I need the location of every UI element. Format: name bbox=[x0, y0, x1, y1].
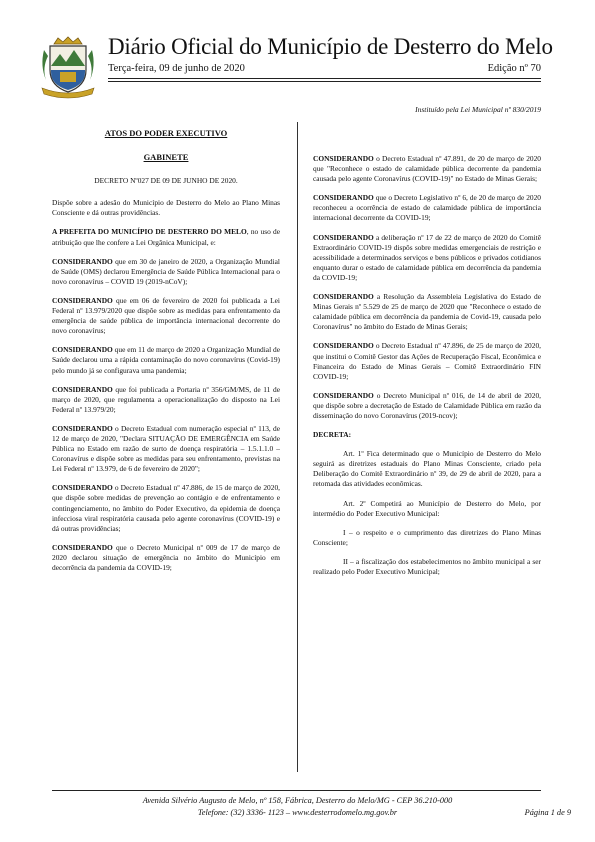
whereas-clause: CONSIDERANDO o Decreto Estadual nº 47.891, de 20 de março de 2020 que "Reconhece o estado de calamidade pública decorrente da pandemia causada pelo agente Coronavírus (COVID-19)" no Estado de Minas Gerais; bbox=[313, 154, 541, 184]
decree-summary: Dispõe sobre a adesão do Município de Desterro do Melo ao Plano Minas Consciente e dá outras providências. bbox=[52, 198, 280, 218]
decreta-label: DECRETA: bbox=[313, 430, 352, 440]
section-subheading: GABINETE bbox=[143, 152, 189, 163]
edition-number: Edição nº 70 bbox=[487, 63, 541, 74]
whereas-clause: CONSIDERANDO que em 06 de fevereiro de 2020 foi publicada a Lei Federal nº 13.979/2020 que dispõe sobre as medidas para enfrentamento da emergência de saúde pública de importância internacional decorrente do novo coronavírus; bbox=[52, 295, 280, 336]
left-column bbox=[52, 128, 280, 582]
decree-title: DECRETO Nº027 DE 09 DE JUNHO DE 2020. bbox=[94, 176, 238, 186]
whereas-clause: CONSIDERANDO que o Decreto Municipal nº 009 de 17 de março de 2020 declarou situação de emergência no âmbito do Município em decorrência da pandemia da COVID-19; bbox=[52, 542, 280, 572]
right-column bbox=[313, 154, 541, 586]
whereas-clause: CONSIDERANDO o Decreto Estadual nº 47.886, de 15 de março de 2020, que dispõe sobre medidas de prevenção ao contágio e de enfrentamento e contingenciamento, no âmbito do Poder Executivo, da epidemia de doença infecciosa viral respiratória causada pelo agente coronavírus (COVID-19) e dá outras providências; bbox=[52, 483, 280, 533]
footer-address: Avenida Silvério Augusto de Melo, nº 158, Fábrica, Desterro do Melo/MG - CEP 36.210-000 bbox=[142, 796, 453, 805]
footer-contact: Telefone: (32) 3336- 1123 – www.desterrodomelo.mg.gov.br bbox=[197, 808, 398, 817]
article-1: Art. 1º Fica determinado que o Município de Desterro do Melo seguirá as diretrizes estaduais do Plano Minas Consciente, criado pela Deliberação do Comitê Extraordinário nº 39, de 29 de abril de 2020, para a retomada das atividades econômicas. bbox=[313, 449, 541, 489]
footer-rule bbox=[52, 790, 541, 791]
section-heading: ATOS DO PODER EXECUTIVO bbox=[104, 128, 228, 138]
municipal-crest-icon bbox=[36, 36, 100, 100]
article-2: Art. 2º Competirá ao Município de Desterro do Melo, por intermédio do Poder Executivo Municipal: bbox=[313, 498, 541, 518]
column-divider bbox=[297, 122, 298, 772]
whereas-clause: CONSIDERANDO que foi publicada a Portaria nº 356/GM/MS, de 11 de março de 2020, que regulamenta a operacionalização do disposto na Lei Federal nº 13.979/20; bbox=[52, 384, 280, 414]
header-rule-bottom bbox=[108, 81, 541, 82]
article-2-item-2: II – a fiscalização dos estabelecimentos no âmbito municipal a ser realizado pelo Poder Executivo Municipal; bbox=[313, 556, 541, 576]
whereas-clause: CONSIDERANDO que em 11 de março de 2020 a Organização Mundial de Saúde declarou uma a rápida contaminação do novo coronavírus (Covid-19) pelo mundo já se configurava uma pandemia; bbox=[52, 345, 280, 375]
whereas-clause: CONSIDERANDO o Decreto Municipal nº 016, de 14 de abril de 2020, que dispõe sobre a decretação de Estado de Calamidade Pública em razão da disseminação do novo Coronavírus (2019-ncov); bbox=[313, 390, 541, 420]
issue-date: Terça-feira, 09 de junho de 2020 bbox=[108, 63, 245, 74]
whereas-clause: CONSIDERANDO o Decreto Estadual nº 47.896, de 25 de março de 2020, que institui o Comitê Gestor das Ações de Recuperação Fiscal, Econômica e Financeira do Estado de Minas Gerais – Comitê Extraordinário FIN COVID-19; bbox=[313, 341, 541, 381]
whereas-clause: CONSIDERANDO a deliberação nº 17 de 22 de março de 2020 do Comitê Extraordinário COVID-19 dispôs sobre medidas emergenciais de restrição e acessibilidade a determinados serviços e bens públicos e privados cotidianos enquanto durar o estado de calamidade pública em decorrência da pandemia da COVID-19; bbox=[313, 232, 541, 282]
page-number: Página 1 de 9 bbox=[524, 808, 571, 817]
whereas-clause: CONSIDERANDO a Resolução da Assembleia Legislativa do Estado de Minas Gerais nº 5.529 de 25 de março de 2020 que "Reconhece o estado de calamidade pública em decorrência da pandemia de Covid-19, causada pelo Coronavírus" no âmbito do Estado de Minas Gerais; bbox=[313, 292, 541, 332]
whereas-clause: CONSIDERANDO o Decreto Estadual com numeração especial nº 113, de 12 de março de 2020, "Declara SITUAÇÃO DE EMERGÊNCIA em Saúde Pública no Estado em razão de surto de doença respiratória – 1.5.1.1.0 – Coronavírus e dispõe sobre as medidas para seu enfrentamento, previstas na Lei Federal nº 13.979, de 6 de fevereiro de 2020"; bbox=[52, 423, 280, 474]
preamble: A PREFEITA DO MUNICÍPIO DE DESTERRO DO MELO, no uso de atribuição que lhe confere a Lei Orgânica Municipal, e: bbox=[52, 227, 280, 247]
header-rule-top bbox=[108, 78, 541, 79]
newspaper-title: Diário Oficial do Município de Desterro do Melo bbox=[108, 34, 553, 59]
article-2-item-1: I – o respeito e o cumprimento das diretrizes do Plano Minas Consciente; bbox=[313, 527, 541, 547]
institution-note: Instituído pela Lei Municipal nº 830/2019 bbox=[415, 105, 541, 114]
whereas-clause: CONSIDERANDO que em 30 de janeiro de 2020, a Organização Mundial de Saúde (OMS) declarou Emergência de Saúde Pública Internacional para o novo coronavírus – COVID 19 (2019-nCoV); bbox=[52, 256, 280, 286]
whereas-clause: CONSIDERANDO que o Decreto Legislativo nº 6, de 20 de março de 2020 reconheceu a ocorrência de estado de calamidade pública de importância internacional decorrente da COVID-19; bbox=[313, 193, 541, 223]
